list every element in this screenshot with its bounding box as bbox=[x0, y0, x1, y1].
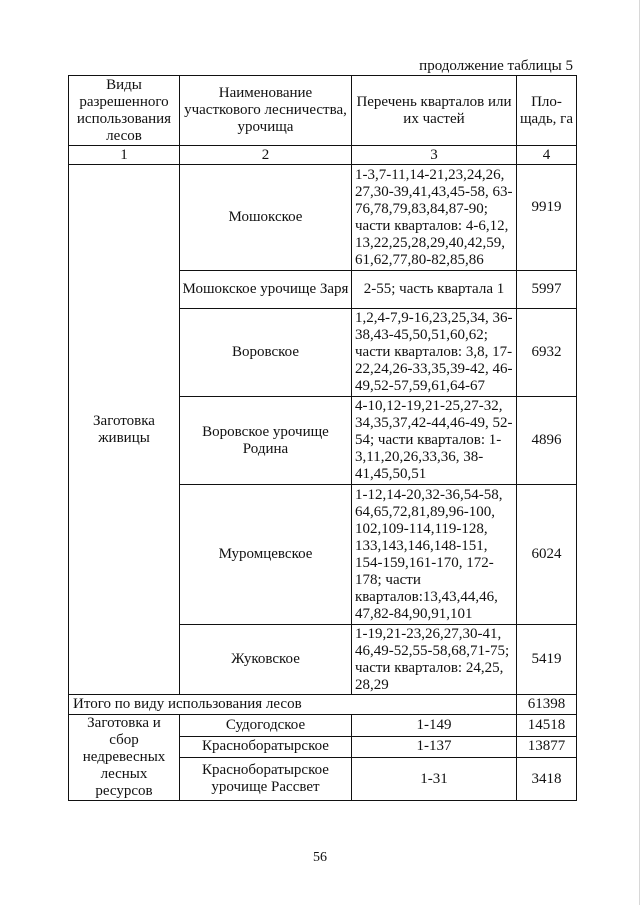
forestry-name: Воровское bbox=[180, 309, 352, 397]
column-number-row bbox=[69, 146, 577, 165]
area-value: 5419 bbox=[517, 625, 577, 695]
column-number: 1 bbox=[69, 146, 180, 165]
header-forestry-name: Наименование участкового лесничества, урочища bbox=[180, 76, 352, 146]
forestry-name: Воровское урочище Родина bbox=[180, 397, 352, 485]
table-continuation-caption: продолжение таблицы 5 bbox=[419, 58, 573, 74]
header-quarters-list: Перечень кварталов или их частей bbox=[352, 76, 517, 146]
total-row bbox=[69, 695, 577, 715]
area-value: 3418 bbox=[517, 758, 577, 801]
total-label: Итого по виду использования лесов bbox=[69, 695, 517, 715]
forestry-name: Муромцевское bbox=[180, 485, 352, 625]
area-value: 6024 bbox=[517, 485, 577, 625]
quarters-list: 1-137 bbox=[352, 736, 517, 758]
forestry-name: Жуковское bbox=[180, 625, 352, 695]
quarters-list: 1-19,21-23,26,27,30-41, 46,49-52,55-58,68,71-75; части кварталов: 24,25, 28,29 bbox=[352, 625, 517, 695]
table-header-row bbox=[69, 76, 577, 146]
area-value: 14518 bbox=[517, 715, 577, 737]
forestry-name: Мошокское bbox=[180, 165, 352, 271]
column-number: 3 bbox=[352, 146, 517, 165]
forestry-name: Красноборатырское bbox=[180, 736, 352, 758]
area-value: 5997 bbox=[517, 271, 577, 309]
area-value: 9919 bbox=[517, 165, 577, 271]
quarters-list: 1-12,14-20,32-36,54-58, 64,65,72,81,89,96-100, 102,109-114,119-128, 133,143,146,148-151, 154-159,161-170, 172-178; части кварталов:13,43,44,46, 47,82-84,90,91,101 bbox=[352, 485, 517, 625]
area-value: 6932 bbox=[517, 309, 577, 397]
forestry-name: Мошокское урочище Заря bbox=[180, 271, 352, 309]
forestry-name: Красноборатырское урочище Рассвет bbox=[180, 758, 352, 801]
table-row bbox=[69, 165, 577, 271]
use-type-cell: Заготовка живицы bbox=[69, 165, 180, 695]
table-row bbox=[69, 715, 577, 737]
page-number: 56 bbox=[313, 850, 327, 865]
quarters-list: 1,2,4-7,9-16,23,25,34, 36-38,43-45,50,51,60,62; части кварталов: 3,8, 17-22,24,26-33,35,39-42, 46-49,52-57,59,61,64-67 bbox=[352, 309, 517, 397]
quarters-list: 2-55; часть квартала 1 bbox=[352, 271, 517, 309]
quarters-list: 4-10,12-19,21-25,27-32, 34,35,37,42-44,46-49, 52-54; части кварталов: 1-3,11,20,26,33,36, 38-41,45,50,51 bbox=[352, 397, 517, 485]
forestry-name: Судогодское bbox=[180, 715, 352, 737]
header-area: Пло-щадь, га bbox=[517, 76, 577, 146]
header-use-type: Виды разрешенного использования лесов bbox=[69, 76, 180, 146]
area-value: 13877 bbox=[517, 736, 577, 758]
column-number: 2 bbox=[180, 146, 352, 165]
column-number: 4 bbox=[517, 146, 577, 165]
area-value: 4896 bbox=[517, 397, 577, 485]
quarters-list: 1-149 bbox=[352, 715, 517, 737]
use-type-cell: Заготовка и сбор недревесных лесных ресурсов bbox=[69, 715, 180, 801]
quarters-table bbox=[68, 75, 577, 801]
quarters-list: 1-3,7-11,14-21,23,24,26, 27,30-39,41,43,45-58, 63-76,78,79,83,84,87-90; части кварталов: 4-6,12, 13,22,25,28,29,40,42,59, 61,62,77,80-82,85,86 bbox=[352, 165, 517, 271]
quarters-list: 1-31 bbox=[352, 758, 517, 801]
total-area: 61398 bbox=[517, 695, 577, 715]
